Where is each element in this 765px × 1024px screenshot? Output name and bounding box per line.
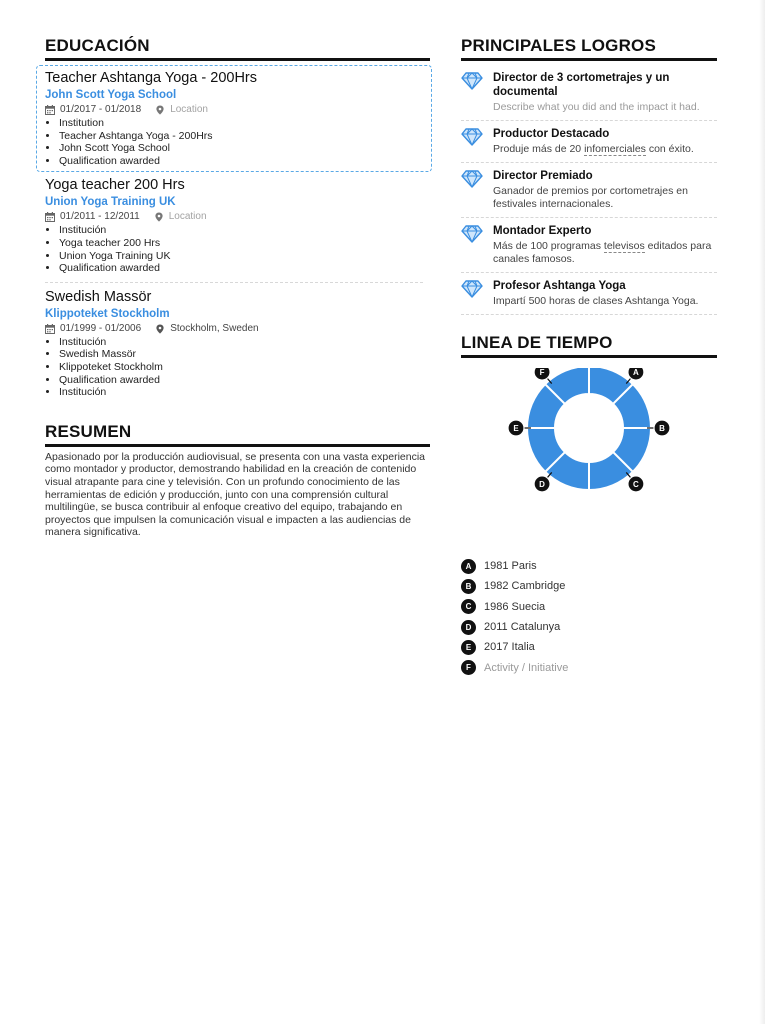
- achievement-title: Director de 3 cortometrajes y un documental: [493, 72, 670, 98]
- marker-label: C: [633, 479, 639, 489]
- legend-row: [461, 556, 717, 576]
- achievement-item[interactable]: [461, 273, 717, 315]
- legend-label: 1982 Cambridge: [484, 580, 566, 593]
- timeline-marker: [534, 368, 550, 380]
- marker-label: D: [539, 479, 545, 489]
- legend-label: 2011 Catalunya: [484, 621, 561, 634]
- education-entry[interactable]: [36, 287, 432, 402]
- legend-label: Activity / Initiative: [484, 661, 569, 674]
- calendar-icon: [45, 212, 55, 222]
- legend-label: 1981 Paris: [484, 560, 537, 573]
- education-dates: 01/1999 - 01/2006: [60, 322, 142, 334]
- diamond-icon: [461, 169, 483, 189]
- timeline-donut[interactable]: [461, 368, 717, 548]
- education-school[interactable]: Klippoteket Stockholm: [45, 307, 170, 320]
- education-location-text: Location: [170, 104, 208, 115]
- timeline-donut-svg: [461, 368, 717, 548]
- education-title: Swedish Massör: [45, 288, 152, 305]
- diamond-icon: [461, 279, 483, 299]
- diamond-icon: [461, 224, 483, 244]
- legend-badge: F: [461, 660, 476, 675]
- diamond-icon: [461, 127, 483, 147]
- legend-label: 2017 Italia: [484, 641, 535, 654]
- timeline-marker: [628, 368, 644, 380]
- calendar-icon: [45, 324, 55, 334]
- education-bullet: • Union Yoga Training UK: [59, 250, 423, 263]
- map-pin-icon: [155, 324, 165, 334]
- achievement-title: Productor Destacado: [493, 128, 610, 140]
- achievement-desc: [493, 143, 717, 156]
- education-location-text: Location: [168, 211, 207, 223]
- education-title: Yoga teacher 200 Hrs: [45, 177, 185, 194]
- spellcheck-word: infomerciales: [584, 143, 646, 155]
- legend-label: 1986 Suecia: [484, 600, 546, 613]
- education-bullets: [45, 224, 423, 274]
- education-bullet: • Teacher Ashtanga Yoga - 200Hrs: [59, 130, 423, 143]
- education-bullets: [45, 117, 423, 167]
- map-pin-icon: [155, 105, 165, 115]
- education-bullet: • John Scott Yoga School: [59, 142, 423, 155]
- education-location: [155, 322, 258, 336]
- education-bullet: • Swedish Massör: [59, 348, 423, 361]
- education-meta: [45, 103, 423, 117]
- education-title: Teacher Ashtanga Yoga - 200Hrs: [45, 70, 258, 86]
- achievement-title: Montador Experto: [493, 225, 592, 237]
- achievement-desc: Impartí 500 horas de clases Ashtanga Yoga.: [493, 295, 699, 307]
- spellcheck-word: televisos: [603, 240, 645, 252]
- left-column: [36, 36, 432, 539]
- legend-badge: D: [461, 620, 476, 635]
- achievement-desc-part: Más de 100 programas: [493, 240, 604, 252]
- education-bullet: • Institución: [59, 224, 423, 237]
- education-dates: 01/2011 - 12/2011: [60, 211, 140, 223]
- legend-row: [461, 637, 717, 657]
- summary-text[interactable]: Apasionado por la producción audiovisual, se presenta con una vasta experiencia como montador y productor, demostrando habilidad en la creación de contenido visual atrapante para cine y televisión. Con un profundo conocimiento de las herramientas de edición y producción, junto con una comprensión cultural multilingüe, se busca contribuir al enfoque creativo del equipo, trabajando en proyectos que impulsen la comunicación visual e impacten a las audiencias de manera significativa.: [45, 450, 425, 539]
- achievement-item[interactable]: [461, 218, 717, 273]
- education-entry[interactable]: [36, 65, 432, 172]
- achievement-item[interactable]: [461, 163, 717, 218]
- legend-badge: E: [461, 640, 476, 655]
- achievement-item[interactable]: [461, 65, 717, 121]
- achievement-title: Director Premiado: [493, 170, 593, 182]
- education-location: [154, 210, 207, 224]
- entry-divider: [45, 282, 423, 283]
- right-column: [461, 36, 717, 678]
- education-heading: EDUCACIÓN: [45, 36, 430, 61]
- timeline-legend: [461, 556, 717, 678]
- legend-row: [461, 597, 717, 617]
- calendar-icon: [45, 105, 55, 115]
- marker-label: F: [539, 368, 545, 378]
- timeline-section: [461, 333, 717, 678]
- education-bullet: • Klippoteket Stockholm: [59, 361, 423, 374]
- education-bullet: • Qualification awarded: [59, 155, 423, 168]
- education-bullets: [45, 336, 423, 399]
- legend-badge: B: [461, 579, 476, 594]
- legend-row: [461, 657, 717, 677]
- timeline-marker: [654, 420, 670, 436]
- legend-badge: A: [461, 559, 476, 574]
- achievement-desc: [493, 240, 717, 266]
- education-location: [155, 103, 208, 117]
- education-dates: 01/2017 - 01/2018: [60, 104, 142, 115]
- timeline-marker: [628, 476, 644, 492]
- education-bullet: • Institution: [59, 117, 423, 130]
- marker-label: E: [513, 424, 519, 433]
- timeline-marker: [534, 476, 550, 492]
- achievement-item[interactable]: [461, 121, 717, 163]
- education-bullet: • Institución: [59, 386, 423, 399]
- achievement-desc-part: Produje más de 20: [493, 143, 585, 155]
- map-pin-icon: [154, 212, 164, 222]
- legend-row: [461, 617, 717, 637]
- summary-section: [36, 422, 432, 539]
- diamond-icon: [461, 71, 483, 91]
- summary-heading: RESUMEN: [45, 422, 430, 447]
- education-bullet: • Institución: [59, 336, 423, 349]
- page-edge-shadow: [759, 0, 765, 1024]
- achievement-desc-part: con éxito.: [645, 143, 694, 155]
- education-bullet: • Qualification awarded: [59, 374, 423, 387]
- education-entry[interactable]: [36, 172, 432, 277]
- education-school[interactable]: Union Yoga Training UK: [45, 196, 176, 209]
- achievement-desc: Ganador de premios por cortometrajes en festivales internacionales.: [493, 185, 688, 210]
- education-meta: [45, 210, 423, 224]
- marker-label: A: [633, 368, 639, 378]
- achievement-title: Profesor Ashtanga Yoga: [493, 280, 626, 292]
- marker-label: B: [659, 424, 665, 433]
- achievement-desc: Describe what you did and the impact it had.: [493, 101, 700, 113]
- education-school[interactable]: John Scott Yoga School: [45, 89, 177, 101]
- achievements-heading: PRINCIPALES LOGROS: [461, 36, 717, 61]
- timeline-heading: LINEA DE TIEMPO: [461, 333, 717, 358]
- education-bullet: • Yoga teacher 200 Hrs: [59, 237, 423, 250]
- education-location-text: Stockholm, Sweden: [170, 322, 259, 334]
- legend-row: [461, 576, 717, 596]
- education-meta: [45, 322, 423, 336]
- education-bullet: • Qualification awarded: [59, 262, 423, 275]
- timeline-marker: [508, 420, 524, 436]
- legend-badge: C: [461, 599, 476, 614]
- achievement-desc-part: editados para canales famosos.: [493, 240, 712, 265]
